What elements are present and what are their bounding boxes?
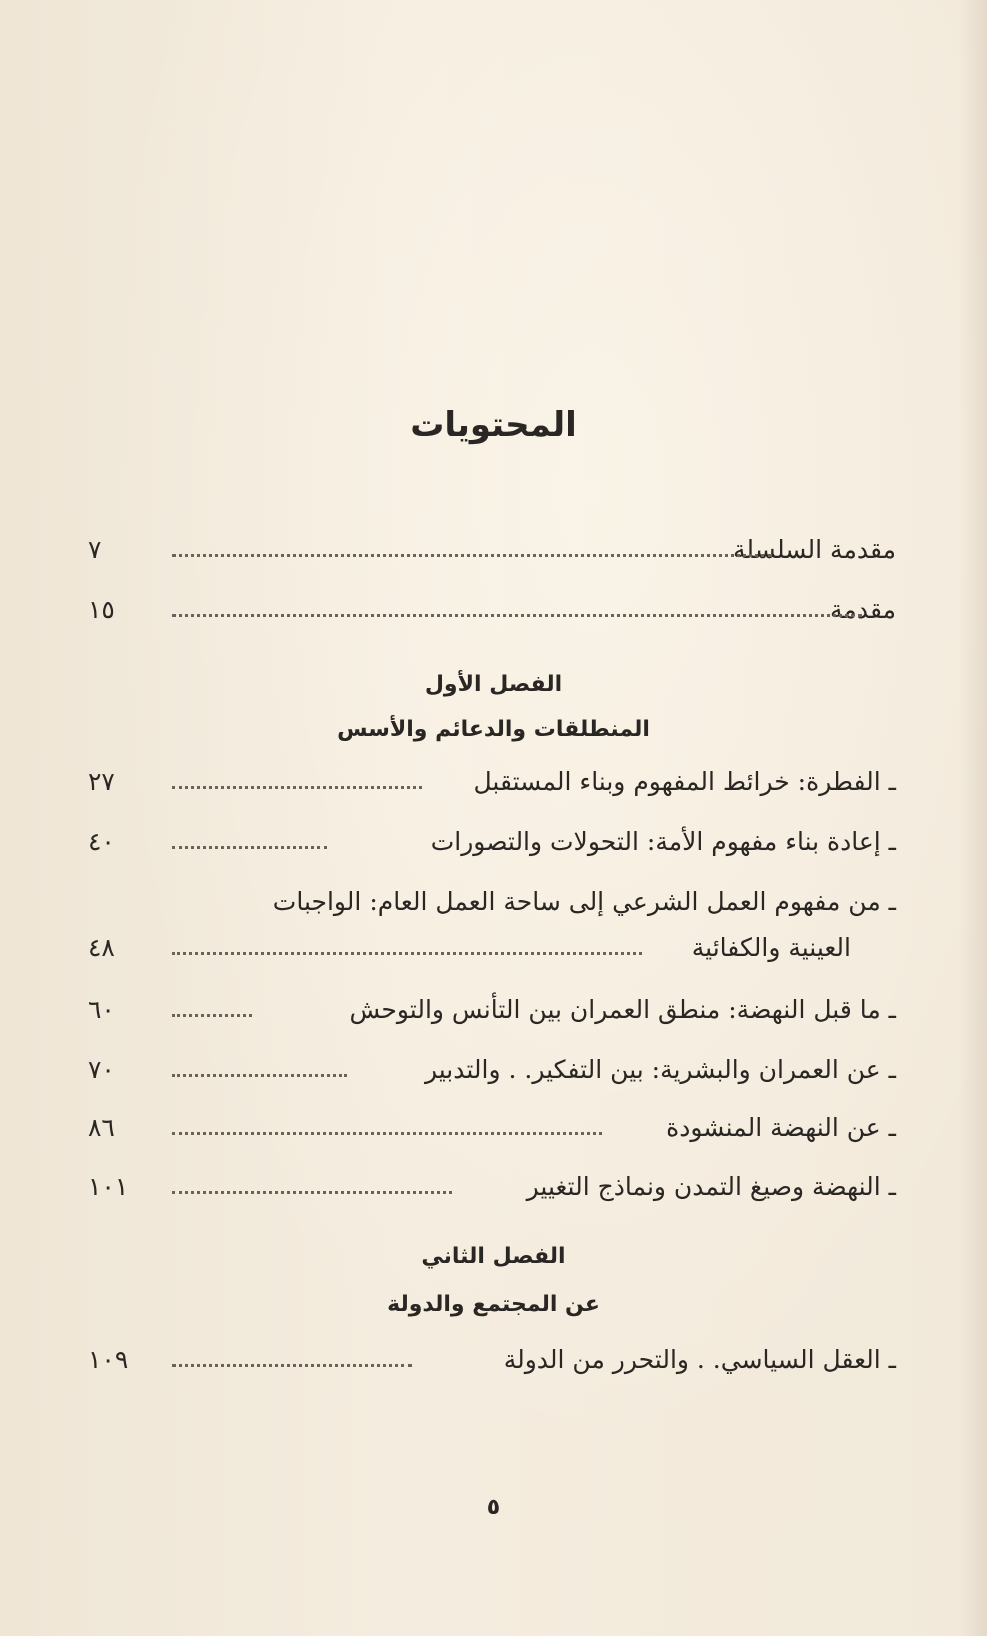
- toc-entry-label: ـ إعادة بناء مفهوم الأمة: التحولات والتصورات: [430, 827, 896, 856]
- toc-entry-ch1-3-line1[interactable]: ـ من مفهوم العمل الشرعي إلى ساحة العمل العام: الواجبات: [272, 887, 896, 916]
- toc-entry-label: مقدمة: [830, 595, 896, 624]
- toc-page-number: ٤٨: [88, 933, 115, 962]
- toc-page-number: ١٥: [88, 595, 115, 624]
- chapter-1-title: الفصل الأول: [424, 672, 563, 697]
- page-title: المحتويات: [410, 405, 577, 445]
- toc-page-number: ٧٠: [88, 1055, 115, 1084]
- toc-entry-series-intro[interactable]: [80, 530, 896, 570]
- toc-entry-ch1-6[interactable]: [80, 1108, 896, 1148]
- toc-page-number: ١٠١: [88, 1172, 129, 1201]
- toc-page-number: ٤٠: [88, 827, 115, 856]
- toc-entry-label: ـ الفطرة: خرائط المفهوم وبناء المستقبل: [473, 767, 896, 796]
- toc-entry-label: ـ عن العمران والبشرية: بين التفكير. . والتدبير: [424, 1055, 896, 1084]
- toc-page-number: ١٠٩: [88, 1345, 129, 1374]
- toc-entry-label: ـ النهضة وصيغ التمدن ونماذج التغيير: [526, 1172, 896, 1201]
- toc-entry-label: ـ العقل السياسي. . والتحرر من الدولة: [503, 1345, 896, 1374]
- toc-entry-label: ـ عن النهضة المنشودة: [666, 1113, 896, 1142]
- dot-leader: [172, 952, 642, 955]
- dot-leader: [172, 1364, 412, 1367]
- toc-entry-ch2-1[interactable]: [80, 1340, 896, 1380]
- toc-entry-ch1-7[interactable]: [80, 1167, 896, 1207]
- page-folio-number: ٥: [486, 1495, 501, 1520]
- toc-page-number: ٢٧: [88, 767, 115, 796]
- toc-entry-intro[interactable]: [80, 590, 896, 630]
- dot-leader: [172, 554, 772, 557]
- toc-entry-label-continued: العينية والكفائية: [691, 933, 851, 962]
- toc-entry-ch1-5[interactable]: [80, 1050, 896, 1090]
- toc-page-number: ٨٦: [88, 1113, 115, 1142]
- page-edge-shadow: [959, 0, 987, 1636]
- dot-leader: [172, 786, 422, 789]
- toc-entry-ch1-3[interactable]: [80, 928, 896, 968]
- dot-leader: [172, 1132, 602, 1135]
- toc-entry-label: ـ ما قبل النهضة: منطق العمران بين التأنس والتوحش: [349, 995, 896, 1024]
- toc-entry-ch1-2[interactable]: [80, 822, 896, 862]
- toc-page-number: ٧: [88, 535, 102, 564]
- toc-entry-label: مقدمة السلسلة: [732, 535, 896, 564]
- dot-leader: [172, 846, 327, 849]
- dot-leader: [172, 614, 862, 617]
- chapter-2-subtitle: عن المجتمع والدولة: [387, 1292, 600, 1317]
- toc-entry-ch1-1[interactable]: [80, 762, 896, 802]
- dot-leader: [172, 1014, 252, 1017]
- chapter-1-subtitle: المنطلقات والدعائم والأسس: [337, 717, 650, 742]
- dot-leader: [172, 1191, 452, 1194]
- dot-leader: [172, 1074, 347, 1077]
- toc-entry-ch1-4[interactable]: [80, 990, 896, 1030]
- toc-page-number: ٦٠: [88, 995, 115, 1024]
- chapter-2-title: الفصل الثاني: [421, 1244, 566, 1269]
